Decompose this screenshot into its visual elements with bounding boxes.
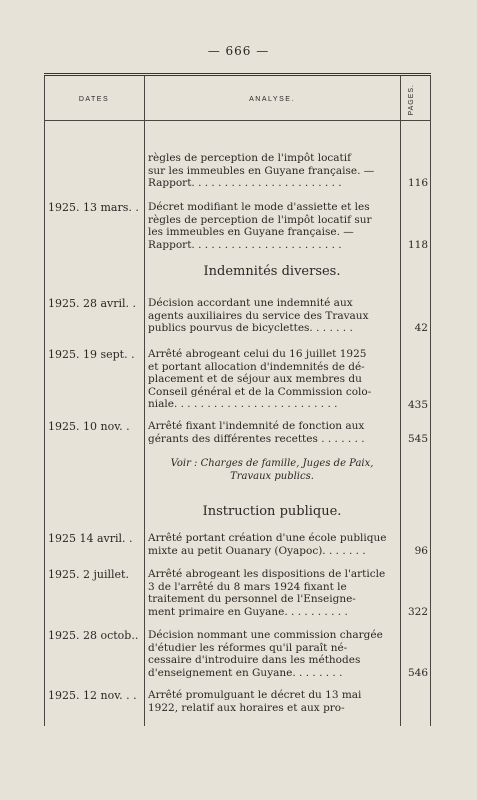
- row-date: 1925. 19 sept. .: [48, 348, 135, 361]
- section-title-indemnites: Indemnités diverses.: [203, 264, 341, 279]
- row-text: Décision accordant une indemnité aux agents auxiliaires du service des Travaux publics pourvus de bicyclettes. . . . . . .: [148, 297, 369, 335]
- row-text: Arrêté portant création d'une école publique mixte au petit Ouanary (Oyapoc). . . . . . .: [148, 532, 387, 557]
- row-text: Arrêté fixant l'indemnité de fonction aux gérants des différentes recettes . . . . . . .: [148, 420, 365, 445]
- border-left: [44, 76, 45, 726]
- row-page: 116: [407, 177, 428, 189]
- header-dates: DATES: [78, 96, 110, 103]
- column-divider-dates: [144, 76, 145, 726]
- header-rule: [44, 120, 431, 121]
- row-text: Arrêté abrogeant les dispositions de l'article 3 de l'arrêté du 8 mars 1924 fixant le traitement du personnel de l'Enseigne- ment primaire en Guyane. . . . . . . . . .: [148, 568, 386, 618]
- row-page: 96: [414, 545, 428, 557]
- row-date: 1925. 13 mars. .: [48, 201, 139, 214]
- row-text: règles de perception de l'impôt locatif sur les immeubles en Guyane française. — Rapport. . . . . . . . . . . . . . . . . . . . . . .: [148, 152, 375, 190]
- row-text: Arrêté abrogeant celui du 16 juillet 1925 et portant allocation d'indemnités de dé- placement et de séjour aux membres du Conseil général et de la Commission colo- niale. . . . . . . . . . . . . . . . . . . . . . . . .: [148, 348, 372, 411]
- row-page: 42: [414, 322, 428, 334]
- index-table: [44, 73, 431, 726]
- row-page: 435: [407, 399, 428, 411]
- row-date: 1925. 28 avril. .: [48, 297, 137, 310]
- row-date: 1925 14 avril. .: [48, 532, 133, 545]
- row-date: 1925. 12 nov. . .: [48, 689, 137, 702]
- page-number: — 666 —: [207, 44, 270, 58]
- row-page: 545: [407, 433, 428, 445]
- row-text: Décision nommant une commission chargée d'étudier les réformes qu'il paraît né- cessaire d'introduire dans les méthodes d'enseignement en Guyane. . . . . . . .: [148, 629, 383, 679]
- column-divider-analyse: [400, 76, 401, 726]
- row-page: 322: [407, 606, 428, 618]
- section-title-instruction: Instruction publique.: [202, 504, 342, 519]
- see-also-note: Voir : Charges de famille, Juges de Paix, Travaux publics.: [170, 458, 374, 482]
- border-right: [430, 76, 431, 726]
- row-date: 1925. 10 nov. .: [48, 420, 130, 433]
- row-page: 118: [407, 239, 428, 251]
- row-date: 1925. 28 octob..: [48, 629, 139, 642]
- row-text: Décret modifiant le mode d'assiette et les règles de perception de l'impôt locatif sur les immeubles en Guyane française. — Rapport. . . . . . . . . . . . . . . . . . . . . . .: [148, 201, 372, 251]
- header-pages: PAGES.: [408, 84, 415, 116]
- row-text: Arrêté promulguant le décret du 13 mai 1922, relatif aux horaires et aux pro-: [148, 689, 362, 714]
- header-analyse: ANALYSE.: [249, 96, 295, 103]
- row-page: 546: [407, 667, 428, 679]
- row-date: 1925. 2 juillet.: [48, 568, 129, 581]
